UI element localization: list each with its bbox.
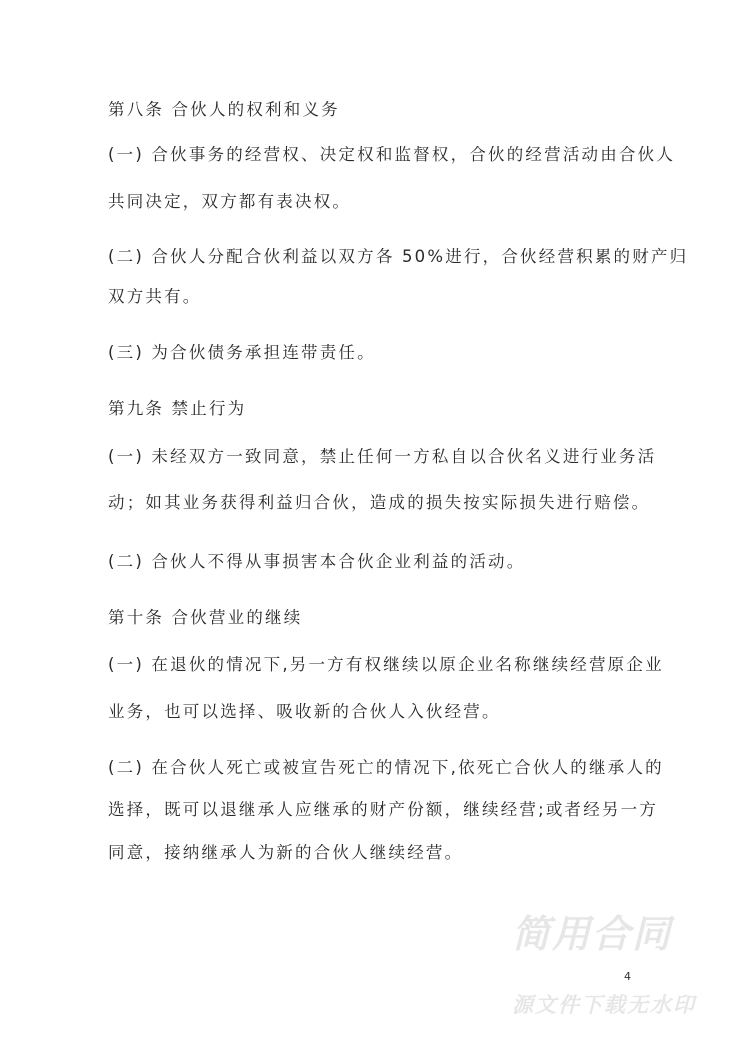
paragraph-line: 业务，也可以选择、吸收新的合伙人入伙经营。	[108, 702, 501, 721]
paragraph-line: (一) 在退伙的情况下,另一方有权继续以原企业名称继续经营原企业	[108, 655, 664, 674]
paragraph-line: (一) 未经双方一致同意，禁止任何一方私自以合伙名义进行业务活	[108, 447, 657, 466]
watermark-title: 简用合同	[512, 912, 673, 956]
paragraph-line: (二) 合伙人分配合伙利益以双方各 50%进行，合伙经营积累的财产归	[108, 247, 689, 266]
paragraph-line: (三) 为合伙债务承担连带责任。	[108, 343, 376, 362]
paragraph-line: 动；如其业务获得利益归合伙，造成的损失按实际损失进行赔偿。	[108, 493, 651, 512]
article-9-heading: 第九条 禁止行为	[108, 399, 247, 418]
paragraph-line: (一) 合伙事务的经营权、决定权和监督权，合伙的经营活动由合伙人	[108, 145, 676, 164]
page-number: 4	[624, 970, 631, 983]
paragraph-line: (二) 合伙人不得从事损害本合伙企业利益的活动。	[108, 552, 526, 571]
paragraph-line: 双方共有。	[108, 287, 202, 306]
article-10-heading: 第十条 合伙营业的继续	[108, 608, 303, 627]
watermark-subtitle: 源文件下载无水印	[512, 993, 696, 1017]
paragraph-line: 共同决定，双方都有表决权。	[108, 192, 352, 211]
article-8-heading: 第八条 合伙人的权利和义务	[108, 100, 340, 119]
paragraph-line: 同意，接纳继承人为新的合伙人继续经营。	[108, 843, 464, 862]
paragraph-line: (二) 在合伙人死亡或被宣告死亡的情况下,依死亡合伙人的继承人的	[108, 758, 664, 777]
paragraph-line: 选择，既可以退继承人应继承的财产份额，继续经营;或者经另一方	[108, 800, 659, 819]
